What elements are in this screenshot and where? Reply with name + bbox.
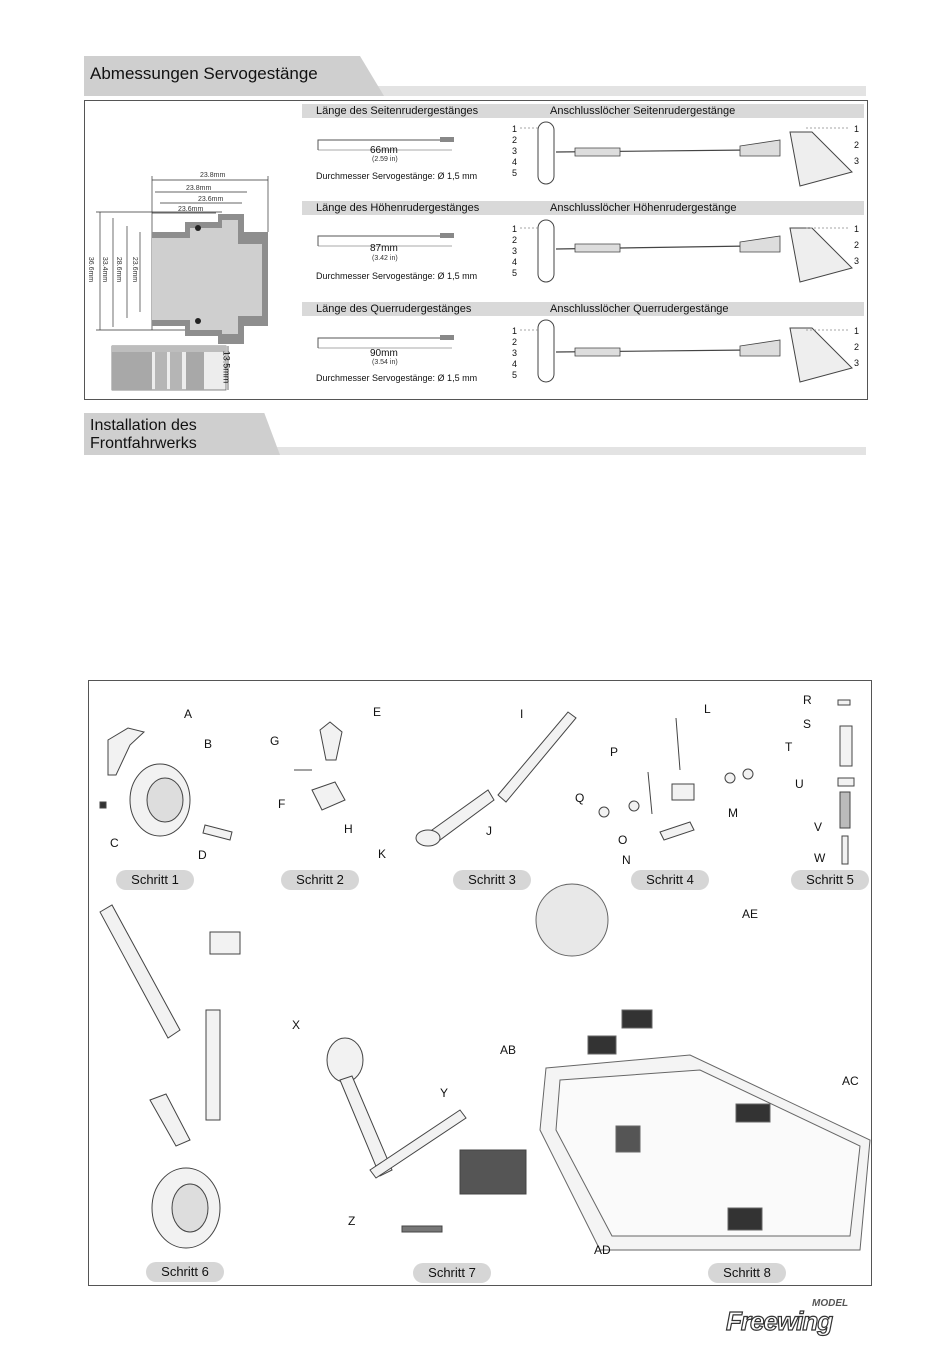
part-label-M: M xyxy=(728,806,738,820)
part-label-Z: Z xyxy=(348,1214,356,1228)
part-label-F: F xyxy=(278,797,286,811)
row-1-inch: (2.59 in) xyxy=(372,156,398,163)
step-1-label: Schritt 1 xyxy=(116,870,194,890)
part-label-Y: Y xyxy=(440,1086,449,1100)
part-label-R: R xyxy=(803,693,812,707)
horn-hole-3-2: 2 xyxy=(854,342,860,352)
dim-side-1: 36.6mm xyxy=(87,256,95,283)
servo-hole-3-3: 3 xyxy=(512,348,518,358)
horn-hole-2-1: 1 xyxy=(854,224,860,234)
servo-hole-1-3: 3 xyxy=(512,146,518,156)
dim-side-2: 33.4mm xyxy=(101,256,109,283)
row-2-length: 87mm xyxy=(370,243,398,254)
part-label-P: P xyxy=(610,745,619,759)
part-label-AE: AE xyxy=(742,907,759,921)
part-label-AB: AB xyxy=(500,1043,517,1057)
part-label-U: U xyxy=(795,777,804,791)
horn-hole-1-1: 1 xyxy=(854,124,860,134)
part-label-I: I xyxy=(520,707,524,721)
servo-hole-3-4: 4 xyxy=(512,359,518,369)
part-label-S: S xyxy=(803,717,812,731)
row-1-length: 66mm xyxy=(370,145,398,156)
section-title-gear-2: Frontfahrwerks xyxy=(90,435,197,452)
servo-hole-1-1: 1 xyxy=(512,124,518,134)
step-3-label: Schritt 3 xyxy=(453,870,531,890)
part-label-J: J xyxy=(486,824,492,838)
section-title-servo: Abmessungen Servogestänge xyxy=(90,64,318,83)
part-label-H: H xyxy=(344,822,353,836)
part-label-E: E xyxy=(373,705,382,719)
logo-brand: Freewing xyxy=(726,1306,833,1336)
part-label-AC: AC xyxy=(842,1074,859,1088)
part-label-T: T xyxy=(785,740,793,754)
freewing-logo xyxy=(726,1298,866,1336)
part-label-D: D xyxy=(198,848,207,862)
dim-top-4: 23.6mm xyxy=(178,206,204,213)
step-5-label: Schritt 5 xyxy=(791,870,869,890)
row-2-diameter: Durchmesser Servogestänge: Ø 1,5 mm xyxy=(316,271,478,281)
dim-thickness: 13.5mm xyxy=(221,350,232,384)
part-label-X: X xyxy=(292,1018,301,1032)
horn-hole-2-2: 2 xyxy=(854,240,860,250)
section-title-gear-1: Installation des xyxy=(90,417,197,434)
part-label-N: N xyxy=(622,853,631,867)
row-1-diameter: Durchmesser Servogestänge: Ø 1,5 mm xyxy=(316,171,478,181)
part-label-V: V xyxy=(814,820,823,834)
row-3-diameter: Durchmesser Servogestänge: Ø 1,5 mm xyxy=(316,373,478,383)
row-3-length: 90mm xyxy=(370,348,398,359)
horn-hole-1-3: 3 xyxy=(854,156,860,166)
dim-top-1: 23.8mm xyxy=(200,172,226,179)
part-label-B: B xyxy=(204,737,213,751)
horn-hole-2-3: 3 xyxy=(854,256,860,266)
row-3-inch: (3.54 in) xyxy=(372,359,398,366)
row-1-left-title: Länge des Seitenrudergestänges xyxy=(316,105,479,117)
part-label-C: C xyxy=(110,836,119,850)
step-4-label: Schritt 4 xyxy=(631,870,709,890)
row-2-right-title: Anschlusslöcher Höhenrudergestänge xyxy=(550,202,737,214)
servo-hole-3-2: 2 xyxy=(512,337,518,347)
part-label-L: L xyxy=(704,702,711,716)
horn-hole-3-3: 3 xyxy=(854,358,860,368)
row-3-left-title: Länge des Querrudergestänges xyxy=(316,303,472,315)
step-7-label: Schritt 7 xyxy=(413,1263,491,1283)
servo-hole-2-1: 1 xyxy=(512,224,518,234)
part-label-Q: Q xyxy=(575,791,585,805)
dim-side-4: 23.6mm xyxy=(131,256,139,283)
part-label-AD: AD xyxy=(594,1243,611,1257)
step-8-label: Schritt 8 xyxy=(708,1263,786,1283)
dim-top-3: 23.6mm xyxy=(198,196,224,203)
row-1-right-title: Anschlusslöcher Seitenrudergestänge xyxy=(550,105,736,117)
row-3-right-title: Anschlusslöcher Querrudergestänge xyxy=(550,303,729,315)
servo-hole-2-3: 3 xyxy=(512,246,518,256)
row-2-inch: (3.42 in) xyxy=(372,255,398,262)
servo-hole-3-5: 5 xyxy=(512,370,518,380)
servo-hole-1-2: 2 xyxy=(512,135,518,145)
dim-top-2: 23.8mm xyxy=(186,185,212,192)
horn-hole-3-1: 1 xyxy=(854,326,860,336)
step-2-label: Schritt 2 xyxy=(281,870,359,890)
part-label-G: G xyxy=(270,734,280,748)
servo-hole-1-4: 4 xyxy=(512,157,518,167)
part-label-A: A xyxy=(184,707,193,721)
horn-hole-1-2: 2 xyxy=(854,140,860,150)
row-2-left-title: Länge des Höhenrudergestänges xyxy=(316,202,480,214)
servo-hole-1-5: 5 xyxy=(512,168,518,178)
part-label-W: W xyxy=(814,851,826,865)
servo-hole-3-1: 1 xyxy=(512,326,518,336)
part-label-O: O xyxy=(618,833,628,847)
dim-side-3: 28.6mm xyxy=(115,256,123,283)
step-6-label: Schritt 6 xyxy=(146,1262,224,1282)
logo-sub: MODEL xyxy=(812,1298,849,1309)
servo-hole-2-5: 5 xyxy=(512,268,518,278)
servo-hole-2-4: 4 xyxy=(512,257,518,267)
servo-hole-2-2: 2 xyxy=(512,235,518,245)
part-label-K: K xyxy=(378,847,387,861)
